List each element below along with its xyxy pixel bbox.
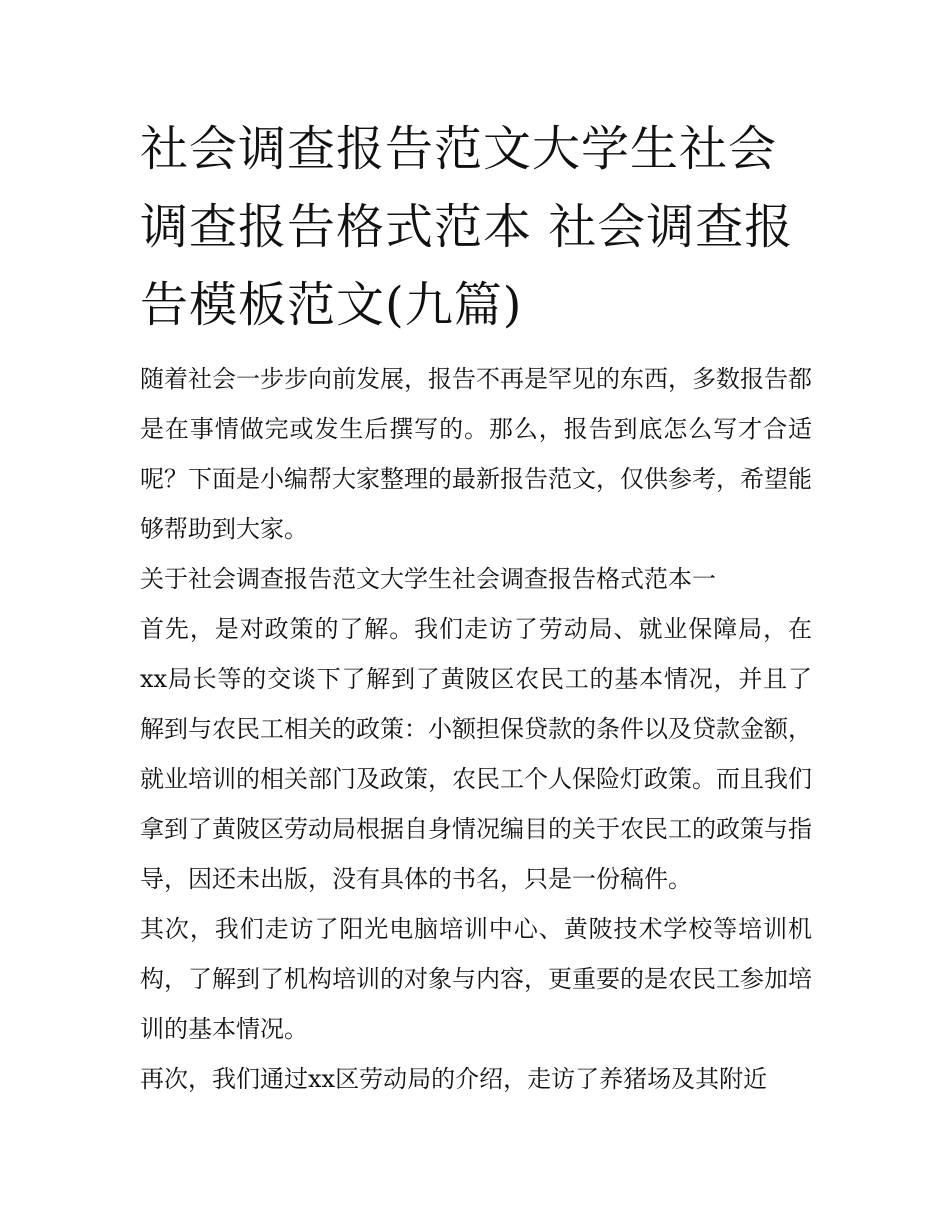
document-page — [140, 110, 812, 1104]
title-block — [140, 110, 812, 344]
paragraph-intro: 随着社会一步步向前发展，报告不再是罕见的东西，多数报告都是在事情做完或发生后撰写的。那么，报告到底怎么写才合适呢？下面是小编帮大家整理的最新报告范文，仅供参考，希望能够帮助到大家。 — [140, 365, 812, 543]
document-title: 社会调查报告范文大学生社会调查报告格式范本 社会调查报告模板范文(九篇) — [140, 121, 794, 333]
paragraph-policy: 首先，是对政策的了解。我们走访了劳动局、就业保障局，在xx局长等的交谈下了解到了黄陂区农民工的基本情况，并且了解到与农民工相关的政策：小额担保贷款的条件以及贷款金额，就业培训的相关部门及政策，农民工个人保险灯政策。而且我们拿到了黄陂区劳动局根据自身情况编目的关于农民工的政策与指导，因还未出版，没有具体的书名，只是一份稿件。 — [140, 615, 812, 893]
section-heading: 关于社会调查报告范文大学生社会调查报告格式范本一 — [140, 565, 716, 593]
paragraph-visit: 再次，我们通过xx区劳动局的介绍，走访了养猪场及其附近 — [140, 1065, 768, 1093]
paragraph-training: 其次，我们走访了阳光电脑培训中心、黄陂技术学校等培训机构，了解到了机构培训的对象与内容，更重要的是农民工参加培训的基本情况。 — [140, 915, 812, 1043]
